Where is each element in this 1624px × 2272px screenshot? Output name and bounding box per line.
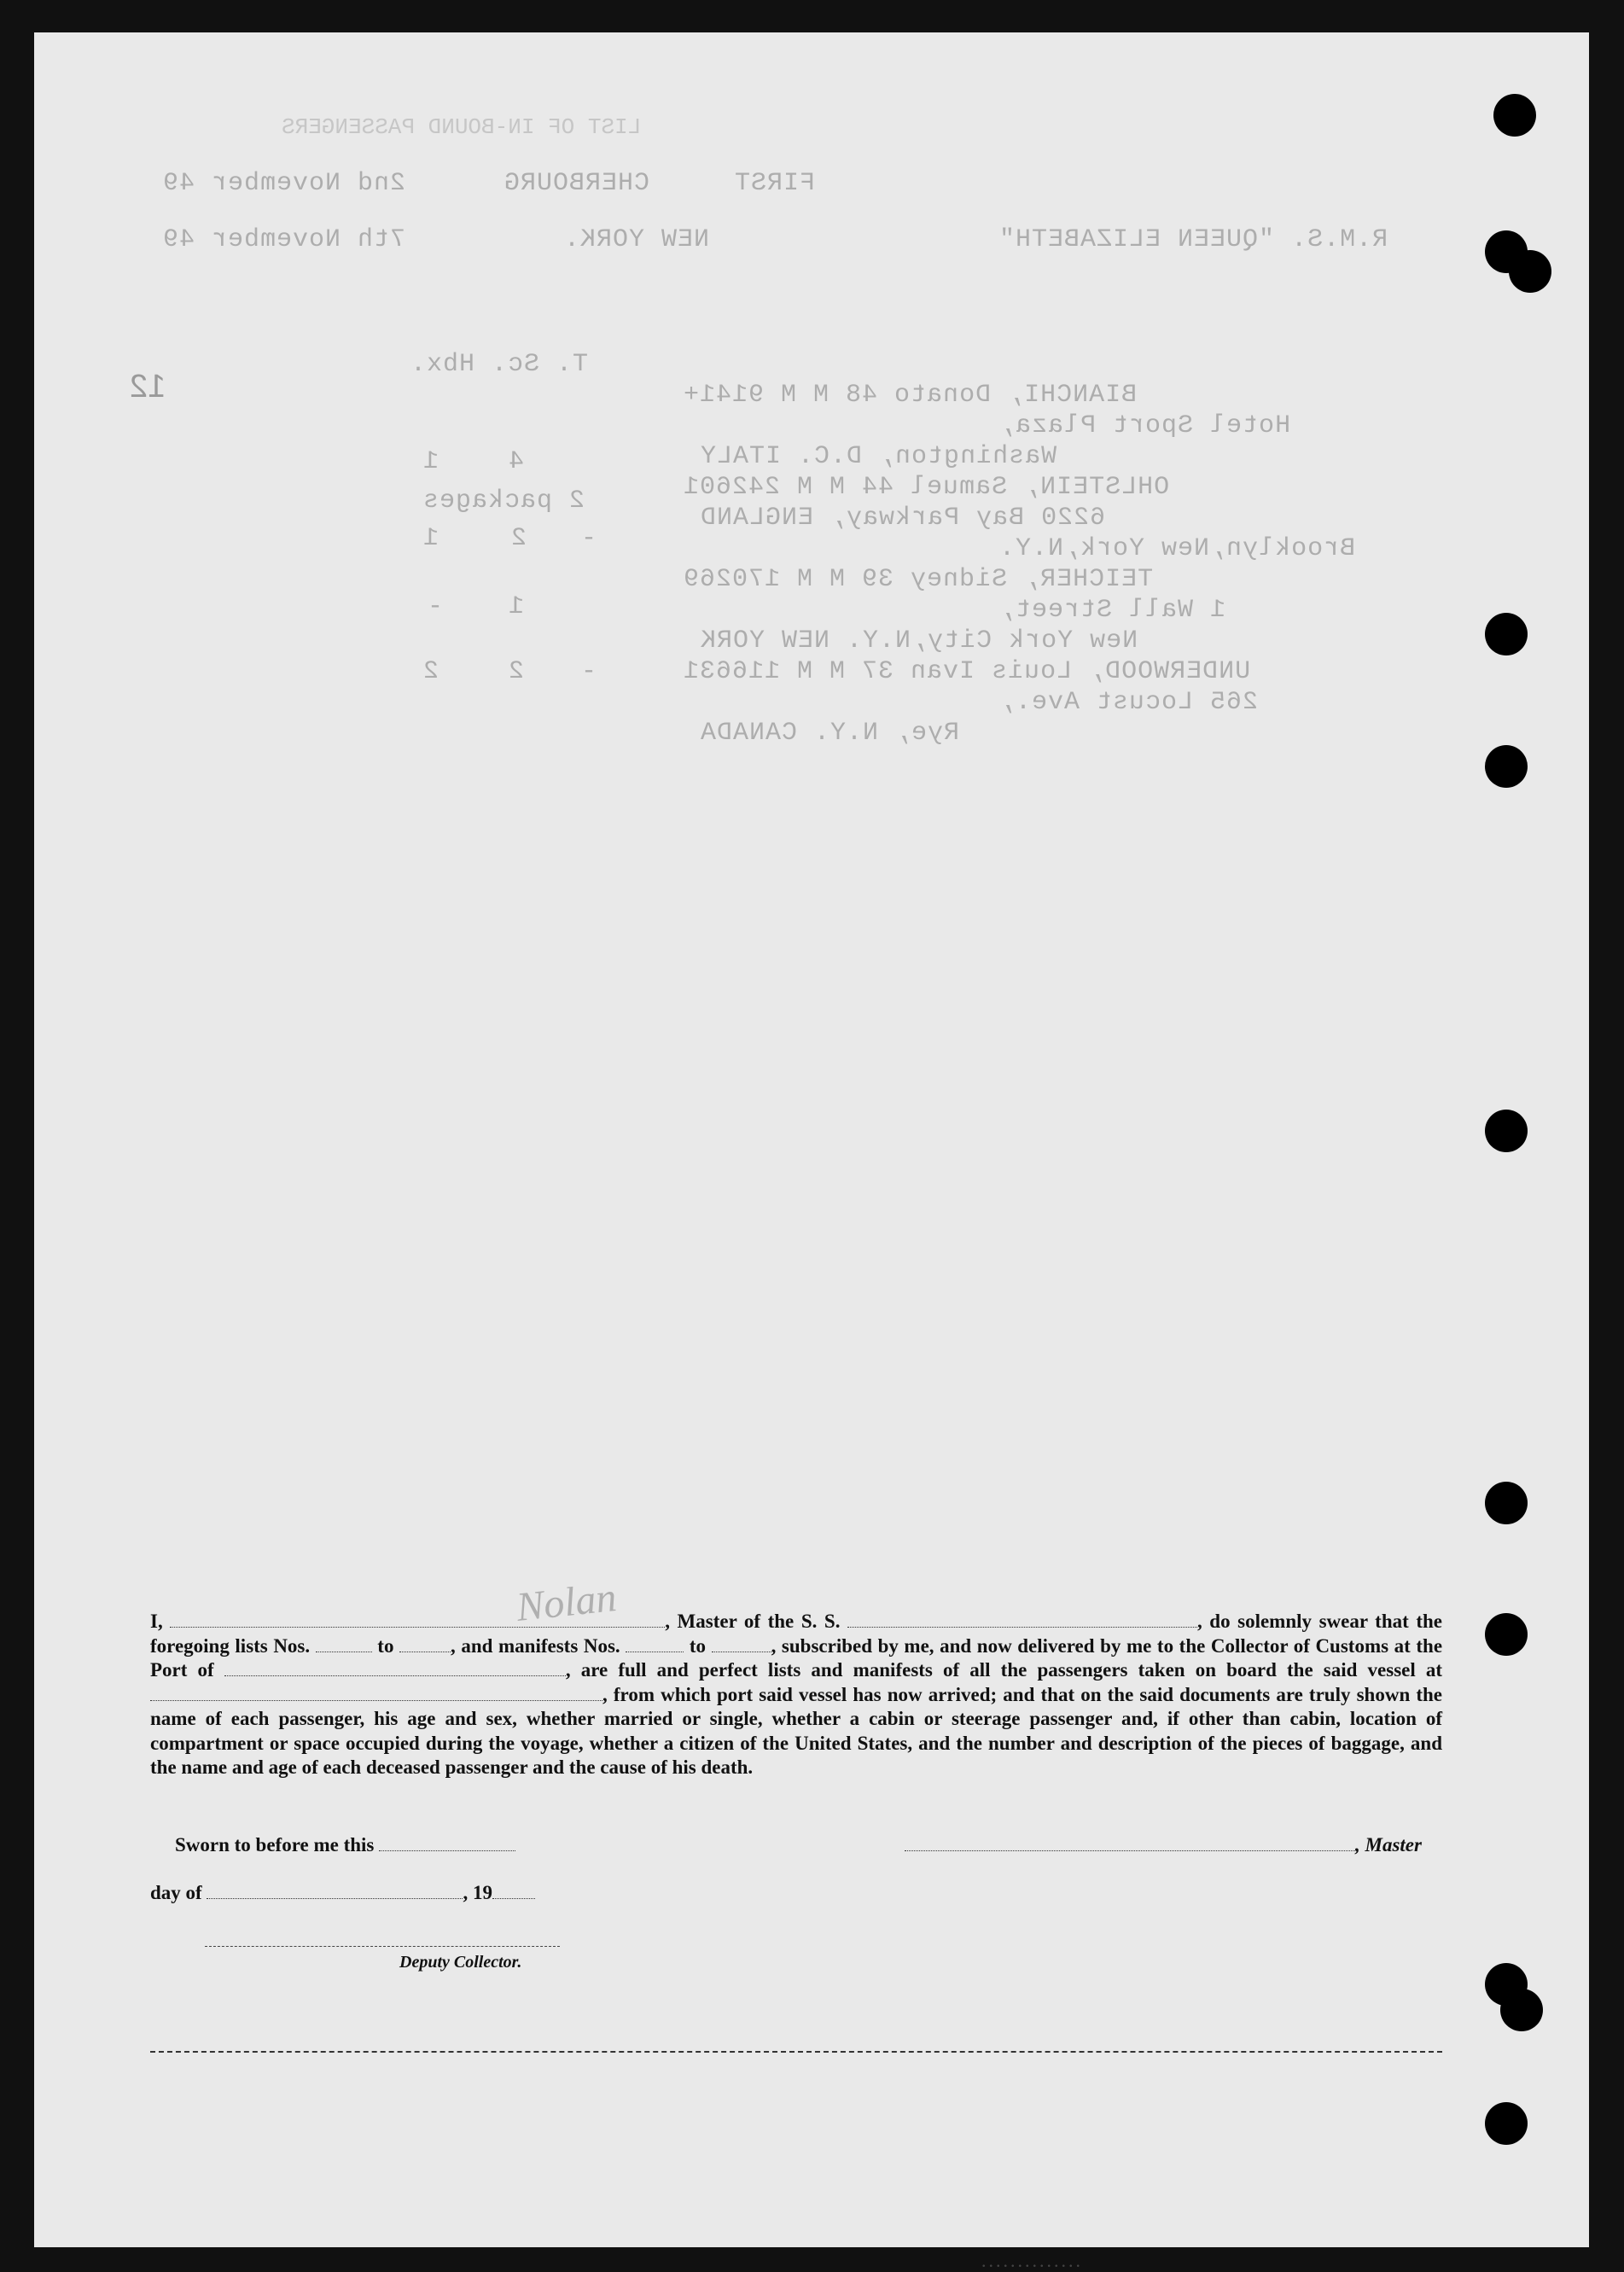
bleed-column-heads: T. Sc. Hbx.	[410, 350, 589, 379]
bleed-baggage: 2 packages	[422, 486, 585, 516]
vessel-name-blank[interactable]	[847, 1610, 1197, 1628]
bleed-baggage: 1	[508, 592, 525, 621]
bleed-baggage: 2	[510, 524, 527, 553]
oath-solemnly: , do solemnly	[1197, 1611, 1313, 1632]
sworn-label: Sworn to before me this	[175, 1834, 375, 1855]
bleed-row: OHLSTEIN, Samuel 44 M M 242601	[683, 473, 1170, 502]
year-prefix: , 19	[463, 1882, 492, 1903]
oath-subscribed: , subscribed by me, and now	[771, 1634, 1012, 1657]
punch-hole	[1485, 1110, 1528, 1152]
bleed-port-from: CHERBOURG	[503, 169, 650, 198]
bleed-baggage: -	[427, 592, 444, 621]
oath-from-which: , from which	[602, 1683, 711, 1705]
oath-rest: port said vessel has now arrived; and that on the said documents are truly shown the name of each passenger, his age and sex, whether married or single, whether a cabin or steerage passenger and, if other than cabin, location of compartment or space occupied during the voyage, whether a citizen of the United States, and the number and description of the pieces of baggage, and the name and age of each deceased passenger and the cause of his death.	[150, 1683, 1443, 1778]
master-signature-blank[interactable]	[905, 1833, 1355, 1851]
punch-hole	[1493, 94, 1536, 137]
lists-to-blank[interactable]	[399, 1634, 451, 1652]
oath-delivered: delivered by me to the Collector of Customs at the Port of	[150, 1634, 1443, 1681]
oath-manifests-all: manifests of all the passengers taken on board the said vessel at	[853, 1659, 1443, 1681]
master-signature-line	[905, 1833, 1422, 1856]
punch-hole	[1485, 745, 1528, 788]
deputy-signature-line[interactable]	[205, 1946, 560, 1947]
bleed-row: UNDERWOOD, Louis Ivan 37 M M 116631	[683, 657, 1251, 686]
bleed-row: New York City,N.Y. NEW YORK	[700, 626, 1138, 655]
bleed-baggage: 4	[508, 447, 525, 476]
oath-full: , are full and perfect lists and	[565, 1659, 843, 1681]
bleed-row: 1 Wall Street,	[998, 596, 1226, 625]
lists-from-blank[interactable]	[316, 1634, 372, 1652]
punch-hole	[1485, 1482, 1528, 1524]
deputy-collector-label: Deputy Collector.	[399, 1953, 522, 1972]
manifests-to-blank[interactable]	[712, 1634, 771, 1652]
signature-scribble: Nolan	[514, 1575, 619, 1630]
bottom-rule	[150, 2051, 1442, 2053]
bleed-vessel: R.M.S. "QUEEN ELIZABETH"	[998, 225, 1388, 254]
bleed-baggage: 2	[508, 657, 525, 686]
embark-port-blank[interactable]	[150, 1683, 602, 1701]
bleed-baggage: 1	[422, 524, 439, 553]
bleed-baggage: 2	[422, 657, 439, 686]
year-blank[interactable]	[492, 1881, 535, 1899]
bleed-row: TEICHER, Sidney 39 M M 170269	[683, 565, 1154, 594]
page-number-mark: 12	[130, 369, 166, 405]
faint-dash-column	[410, 732, 411, 1535]
punch-hole	[1509, 250, 1551, 293]
bleed-row: Washington, D.C. ITALY	[700, 442, 1057, 471]
oath-manifests: , and manifests Nos.	[451, 1634, 620, 1657]
bleed-baggage: -	[580, 657, 597, 686]
punch-hole	[1485, 1613, 1528, 1656]
master-name-blank[interactable]	[170, 1610, 665, 1628]
oath-to-1: to	[377, 1634, 394, 1657]
bleed-row: Rye, N.Y. CANADA	[700, 719, 960, 748]
day-of-label: day of	[150, 1882, 202, 1903]
bleed-row: Hotel Sport Plaza,	[998, 411, 1291, 440]
bleed-date-from: 2nd November 49	[162, 169, 406, 198]
port-blank[interactable]	[224, 1658, 566, 1676]
oath-to-2: to	[689, 1634, 707, 1657]
master-label: , Master	[1355, 1834, 1422, 1855]
bleed-list-title: LIST OF IN-BOUND PASSENGERS	[282, 114, 642, 140]
punch-hole	[1485, 2102, 1528, 2145]
bleed-row: 6220 Bay Parkway, ENGLAND	[700, 504, 1106, 533]
punch-hole	[1485, 613, 1528, 655]
sworn-date-blank[interactable]	[379, 1833, 515, 1851]
bleed-baggage: 1	[422, 447, 439, 476]
oath-swear: swear that the foregoing lists Nos.	[150, 1611, 1442, 1657]
oath-i: I,	[150, 1611, 163, 1632]
manifests-from-blank[interactable]	[626, 1634, 684, 1652]
day-of-line	[150, 1881, 535, 1904]
bleed-port-to: NEW YORK.	[563, 225, 710, 254]
bleed-date-to: 7th November 49	[162, 225, 406, 254]
bleed-row: Brooklyn,New York,N.Y.	[998, 534, 1356, 563]
bleed-baggage: -	[580, 524, 597, 553]
punch-hole	[1500, 1989, 1543, 2031]
master-oath	[150, 1610, 1442, 1780]
bleed-row: BIANCHI, Donato 48 M M 9141+	[683, 381, 1138, 410]
month-blank[interactable]	[207, 1881, 463, 1899]
bleed-class: FIRST	[734, 169, 816, 198]
manifest-page	[34, 32, 1589, 2271]
bleed-row: 265 Locust Ave.,	[998, 688, 1259, 717]
sworn-line	[175, 1833, 515, 1856]
oath-master-of: , Master of the S. S.	[665, 1611, 841, 1632]
footer-dots: ..............	[981, 2250, 1083, 2271]
